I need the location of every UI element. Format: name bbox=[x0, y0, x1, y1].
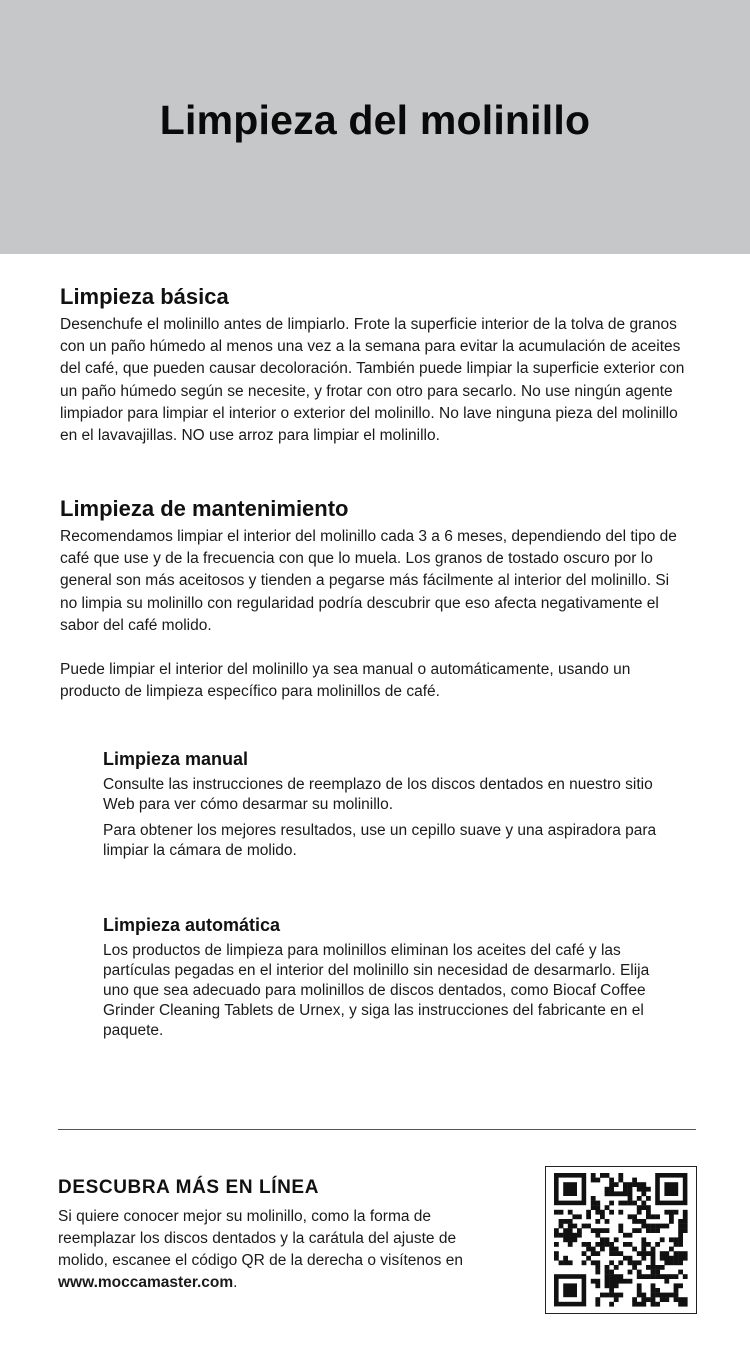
footer-url-suffix: . bbox=[233, 1274, 238, 1291]
footer-section bbox=[58, 1177, 488, 1294]
section-automatic-text: Los productos de limpieza para molinillos eliminan los aceites del café y las partículas pegadas en el interior del molinillo sin necesidad de desarmarlo. Elija uno que sea adecuado para molinillos de discos dentados, como Biocaf Coffee Grinder Cleaning Tablets de Urnex, y siga las instrucciones del fabricante en el paquete. bbox=[103, 942, 650, 1039]
footer-text-body: Si quiere conocer mejor su molinillo, como la forma de reemplazar los discos dentados y la carátula del ajuste de molido, escanee el código QR de la derecha o visítenos en bbox=[58, 1208, 463, 1269]
section-basic bbox=[60, 284, 690, 447]
section-automatic bbox=[103, 915, 673, 1041]
section-manual-paragraph-1: Consulte las instrucciones de reemplazo de los discos dentados en nuestro sitio Web para ver cómo desarmar su molinillo. bbox=[103, 776, 653, 813]
qr-code-graphic bbox=[546, 1167, 696, 1313]
section-maintenance-paragraph-1: Recomendamos limpiar el interior del molinillo cada 3 a 6 meses, dependiendo del tipo de café que use y de la frecuencia con que lo muela. Los granos de tostado oscuro por lo general son más aceitosos y tienden a pegarse más fácilmente al interior del molinillo. Si no limpia su molinillo con regularidad podría descubrir que eso afecta negativamente el sabor del café molido. bbox=[60, 528, 677, 634]
page-title: Limpieza del molinillo bbox=[159, 96, 591, 143]
footer-title: DESCUBRA MÁS EN LÍNEA bbox=[58, 1177, 320, 1198]
footer-text bbox=[58, 1206, 488, 1294]
section-basic-text: Desenchufe el molinillo antes de limpiarlo. Frote la superficie interior de la tolva de granos con un paño húmedo al menos una vez a la semana para evitar la acumulación de aceites del café, que pueden causar decoloración. También puede limpiar la superficie exterior con un paño húmedo según se necesite, y frotar con otro para secarlo. No use ningún agente limpiador para limpiar el interior o exterior del molinillo. No lave ninguna pieza del molinillo en el lavavajillas. NO use arroz para limpiar el molinillo. bbox=[60, 316, 685, 445]
footer-divider bbox=[58, 1129, 696, 1130]
section-basic-heading: Limpieza básica bbox=[60, 284, 229, 309]
section-maintenance-paragraph-2: Puede limpiar el interior del molinillo ya sea manual o automáticamente, usando un producto de limpieza específico para molinillos de café. bbox=[60, 661, 631, 701]
section-manual-paragraph-2: Para obtener los mejores resultados, use un cepillo suave y una aspiradora para limpiar la cámara de molido. bbox=[103, 822, 657, 859]
section-manual-heading: Limpieza manual bbox=[103, 749, 249, 769]
section-automatic-heading: Limpieza automática bbox=[103, 915, 281, 935]
qr-code-icon[interactable] bbox=[545, 1166, 697, 1314]
section-manual bbox=[103, 749, 663, 861]
section-maintenance bbox=[60, 496, 690, 703]
section-maintenance-heading: Limpieza de mantenimiento bbox=[60, 496, 349, 521]
title-banner bbox=[0, 0, 750, 254]
footer-url[interactable]: www.moccamaster.com bbox=[58, 1274, 234, 1291]
